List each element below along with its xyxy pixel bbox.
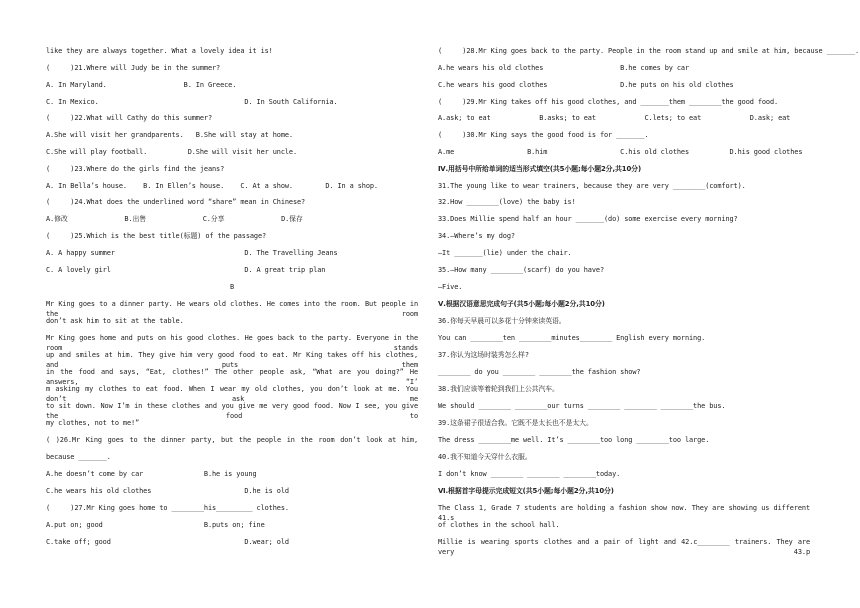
right-column-line: ( )29.Mr King takes off his good clothes, and _______them ________the good food. [438, 98, 779, 106]
right-column-line: You can ________ten ________minutes________ English every morning. [438, 334, 706, 342]
right-column-line: ( )30.Mr King says the good food is for _______. [438, 131, 649, 139]
right-column-line: ________ do you ________ ________the fashion show? [438, 368, 641, 376]
left-column-line: ( )23.Where do the girls find the jeans? [46, 165, 225, 173]
left-column-line: A. In Bella’s house. B. In Ellen’s house. C. At a show. D. In a shop. [46, 182, 378, 190]
left-column-line: in the food and says, “Eat, clothes!” The other people ask, “What are you doing?” He answers, “I’ [46, 368, 418, 386]
left-column-line: up and smiles at him. They give him very good food to eat. Mr King takes off his clothes, and puts them [46, 351, 418, 369]
right-column-line: C.he wears his good clothes D.he puts on his old clothes [438, 81, 734, 89]
right-column-line: Millie is wearing sports clothes and a pair of light and 42.c________ trainers. They are very 43.p [438, 538, 810, 556]
right-column-line: 37.你认为这场时装秀怎么样? [438, 351, 529, 359]
right-column-line: —Five. [438, 283, 463, 291]
right-column-line: ( )28.Mr King goes back to the party. People in the room stand up and smile at him, because _______. [438, 47, 860, 55]
left-column-line: ( )25.Which is the best title(标题) of the passage? [46, 232, 267, 240]
left-column-line: my clothes, not to me!” [46, 419, 140, 427]
right-column-line: A.he wears his old clothes B.he comes by car [438, 64, 690, 72]
right-column-line: The dress ________me well. It’s ________too long ________too large. [438, 436, 710, 444]
left-column-line: C. In Mexico. D. In South California. [46, 98, 338, 106]
right-column-line: 31.The young like to wear trainers, because they are very ________(comfort). [438, 182, 746, 190]
left-column-line: A.put on; good B.puts on; fine [46, 521, 265, 529]
right-column-line: 40.我不知道今天穿什么衣服。 [438, 453, 532, 461]
left-column-line: to sit down. Now I’m in these clothes and you give me very good food. Now I see, you give the food to [46, 402, 418, 420]
left-column-line: C.She will play football. D.She will visit her uncle. [46, 148, 298, 156]
right-column-line: 33.Does Millie spend half an hour _______(do) some exercise every morning? [438, 215, 738, 223]
right-column-line: We should ________ ________our turns ________ ________ ________the bus. [438, 402, 726, 410]
right-column-line: 38.我们应该等着轮到我们上公共汽车。 [438, 385, 559, 393]
left-column-line: C. A lovely girl D. A great trip plan [46, 266, 326, 274]
left-column-line: A.he doesn’t come by car B.he is young [46, 470, 257, 478]
right-column-line: —It _______(lie) under the chair. [438, 249, 572, 257]
left-column-line: C.take off; good D.wear; old [46, 538, 289, 546]
left-column-line: like they are always together. What a lovely idea it is! [46, 47, 273, 55]
right-column-line: 35.—How many ________(scarf) do you have? [438, 266, 604, 274]
left-column-line: ( )24.What does the underlined word “share” mean in Chinese? [46, 198, 306, 206]
left-column-line: ( )26.Mr King goes to the dinner party, but the people in the room don’t look at him, [46, 436, 418, 444]
right-column-line: 36.你每天早晨可以多花十分钟来读英语。 [438, 317, 566, 325]
left-column-line: A. A happy summer D. The Travelling Jeans [46, 249, 338, 257]
left-column-line: because _______. [46, 453, 111, 461]
left-column-line: ( )22.What will Cathy do this summer? [46, 114, 212, 122]
right-column-line: Ⅳ.用括号中所给单词的适当形式填空(共5小题;每小题2分,共10分) [438, 165, 642, 173]
left-column-line: A. In Maryland. B. In Greece. [46, 81, 237, 89]
left-column-line: B [229, 283, 235, 291]
left-column-line: m asking my clothes to eat food. When I wear my old clothes, you don’t look at me. You don’t ask me [46, 385, 418, 403]
left-column-line: don’t ask him to sit at the table. [46, 317, 184, 325]
right-column-line: A.ask; to eat B.asks; to eat C.lets; to eat D.ask; eat [438, 114, 791, 122]
left-column-line: A.She will visit her grandparents. B.She will stay at home. [46, 131, 293, 139]
left-column-line: ( )27.Mr King goes home to ________his_________ clothes. [46, 504, 289, 512]
right-column-line: A.me B.him C.his old clothes D.his good clothes [438, 148, 803, 156]
left-column-line: Mr King goes to a dinner party. He wears old clothes. He comes into the room. But people in the room [46, 300, 418, 318]
left-column-line: C.he wears his old clothes D.he is old [46, 487, 289, 495]
right-column-line: Ⅴ.根据汉语意思完成句子(共5小题;每小题2分,共10分) [438, 300, 605, 308]
right-column-line: of clothes in the school hall. [438, 521, 560, 529]
left-column-line: Mr King goes home and puts on his good clothes. He goes back to the party. Everyone in the room stands [46, 334, 418, 352]
left-column-line: A.修改 B.出售 C.分享 D.保存 [46, 215, 303, 223]
right-column-line: 39.这条裙子很适合我。它既不是太长也不是太大。 [438, 419, 593, 427]
right-column-line: I don’t know ________ ________ ________today. [438, 470, 621, 478]
right-column-line: 34.—Where’s my dog? [438, 232, 515, 240]
right-column-line: The Class 1, Grade 7 students are holding a fashion show now. They are showing us different 41.s [438, 504, 810, 522]
right-column-line: 32.How ________(love) the baby is! [438, 198, 576, 206]
right-column-line: Ⅵ.根据首字母提示完成短文(共5小题;每小题2分,共10分) [438, 487, 614, 495]
left-column-line: ( )21.Where will Judy be in the summer? [46, 64, 221, 72]
